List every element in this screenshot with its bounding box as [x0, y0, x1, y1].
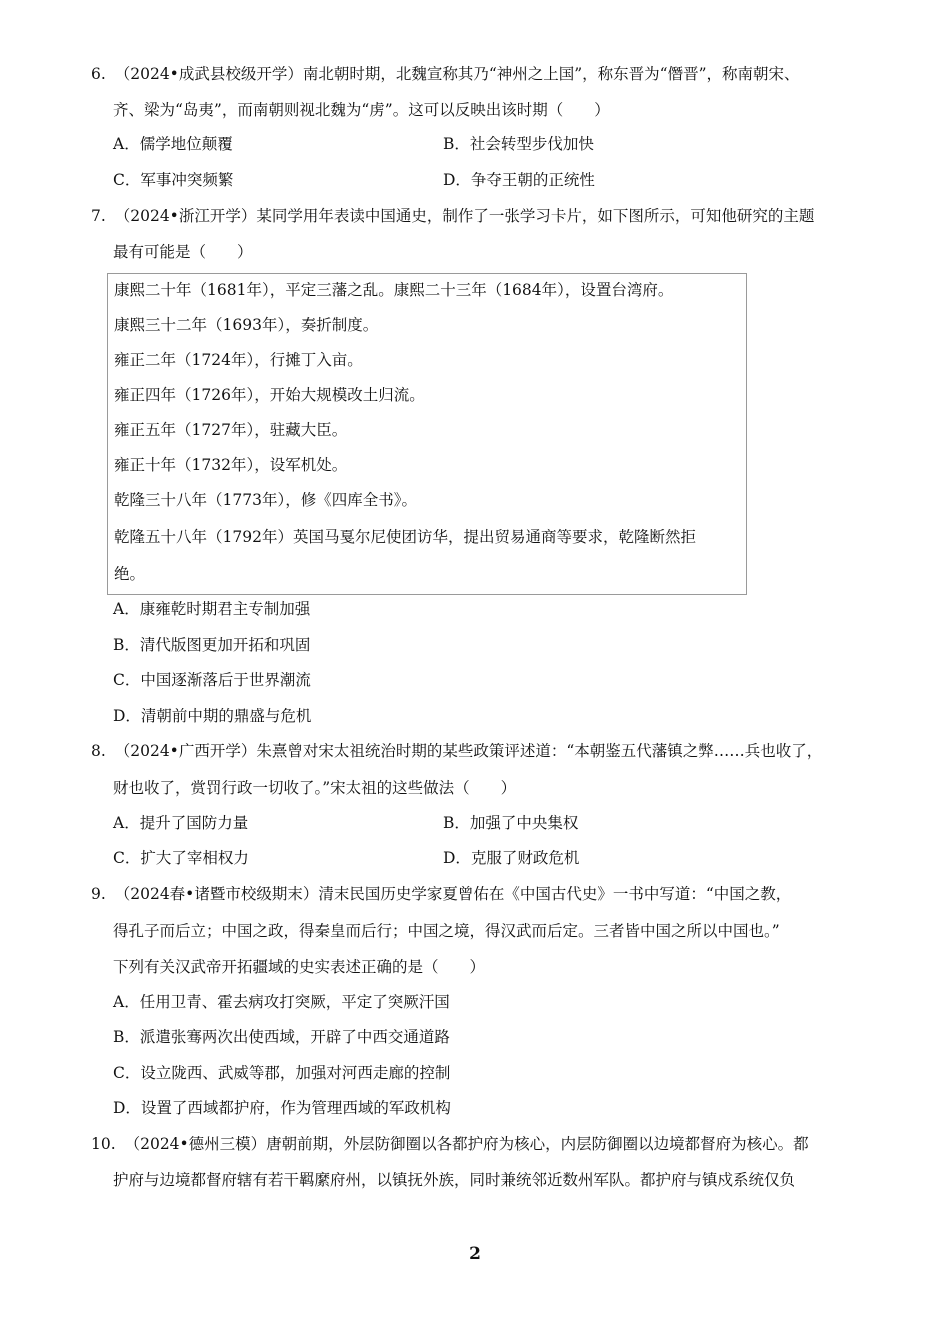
card-line: 乾隆五十八年（1792年）英国马戛尔尼使团访华，提出贸易通商等要求，乾隆断然拒 [114, 528, 696, 546]
card-line: 雍正四年（1726年），开始大规模改土归流。 [114, 386, 425, 404]
question-line: 下列有关汉武帝开拓疆域的史实表述正确的是（ ） [113, 958, 486, 976]
question-line: 最有可能是（ ） [113, 243, 253, 261]
question-line [91, 206, 814, 226]
option-d: D．设置了西域都护府，作为管理西域的军政机构 [113, 1099, 451, 1117]
question-line: 得孔子而后立；中国之政，得秦皇而后行；中国之境，得汉武而后定。三者皆中国之所以中国也。” [113, 922, 780, 940]
question-line [91, 64, 800, 84]
option-b: B．派遣张骞两次出使西域，开辟了中西交通道路 [113, 1028, 450, 1046]
question-number: 10. [91, 1135, 116, 1153]
option-a: A．儒学地位颠覆 [113, 135, 233, 153]
question-number: 9. [91, 885, 106, 903]
question-text: （2024•成武县校级开学）南北朝时期，北魏宣称其乃“神州之上国”，称东晋为“僭晋”，称南朝宋、 [114, 65, 800, 83]
question-line: 齐、梁为“岛夷”，而南朝则视北魏为“虏”。这可以反映出该时期（ ） [113, 101, 610, 119]
question-text: （2024•德州三模）唐朝前期，外层防御圈以各都护府为核心，内层防御圈以边境都督府为核心。都 [124, 1135, 809, 1153]
question-text: （2024•广西开学）朱熹曾对宋太祖统治时期的某些政策评述道：“本朝鉴五代藩镇之弊……兵也收了， [114, 742, 823, 760]
page-number: 2 [469, 1244, 481, 1264]
option-b: B．清代版图更加开拓和巩固 [113, 636, 311, 654]
question-number: 6. [91, 65, 106, 83]
study-card [107, 273, 747, 595]
question-line [91, 1134, 809, 1154]
question-text: （2024春•诸暨市校级期末）清末民国历史学家夏曾佑在《中国古代史》一书中写道：“中国之教， [114, 885, 792, 903]
option-a: A．任用卫青、霍去病攻打突厥，平定了突厥汗国 [113, 993, 450, 1011]
option-b: B．加强了中央集权 [443, 814, 579, 832]
card-line: 绝。 [114, 565, 146, 583]
question-line: 财也收了，赏罚行政一切收了。”宋太祖的这些做法（ ） [113, 779, 517, 797]
option-c: C．军事冲突频繁 [113, 171, 234, 189]
option-c: C．设立陇西、武威等郡，加强对河西走廊的控制 [113, 1064, 451, 1082]
card-line: 康熙三十二年（1693年），奏折制度。 [114, 316, 379, 334]
question-text: （2024•浙江开学）某同学用年表读中国通史，制作了一张学习卡片，如下图所示，可知他研究的主题 [114, 207, 815, 225]
option-b: B．社会转型步伐加快 [443, 135, 594, 153]
option-a: A．康雍乾时期君主专制加强 [113, 600, 311, 618]
option-d: D．争夺王朝的正统性 [443, 171, 595, 189]
card-line: 雍正二年（1724年），行摊丁入亩。 [114, 351, 363, 369]
card-line: 康熙二十年（1681年），平定三藩之乱。康熙二十三年（1684年），设置台湾府。 [114, 281, 674, 299]
card-line: 乾隆三十八年（1773年），修《四库全书》。 [114, 491, 417, 509]
option-c: C．中国逐渐落后于世界潮流 [113, 671, 311, 689]
option-d: D．清朝前中期的鼎盛与危机 [113, 707, 312, 725]
question-number: 7. [91, 207, 106, 225]
card-line: 雍正十年（1732年），设军机处。 [114, 456, 348, 474]
option-a: A．提升了国防力量 [113, 814, 249, 832]
option-c: C．扩大了宰相权力 [113, 849, 249, 867]
question-line [91, 741, 822, 761]
option-d: D．克服了财政危机 [443, 849, 580, 867]
question-line [91, 884, 791, 904]
question-line: 护府与边境都督府辖有若干羁縻府州，以镇抚外族，同时兼统邻近数州军队。都护府与镇戍系统仅负 [113, 1171, 796, 1189]
card-line: 雍正五年（1727年），驻藏大臣。 [114, 421, 348, 439]
question-number: 8. [91, 742, 106, 760]
